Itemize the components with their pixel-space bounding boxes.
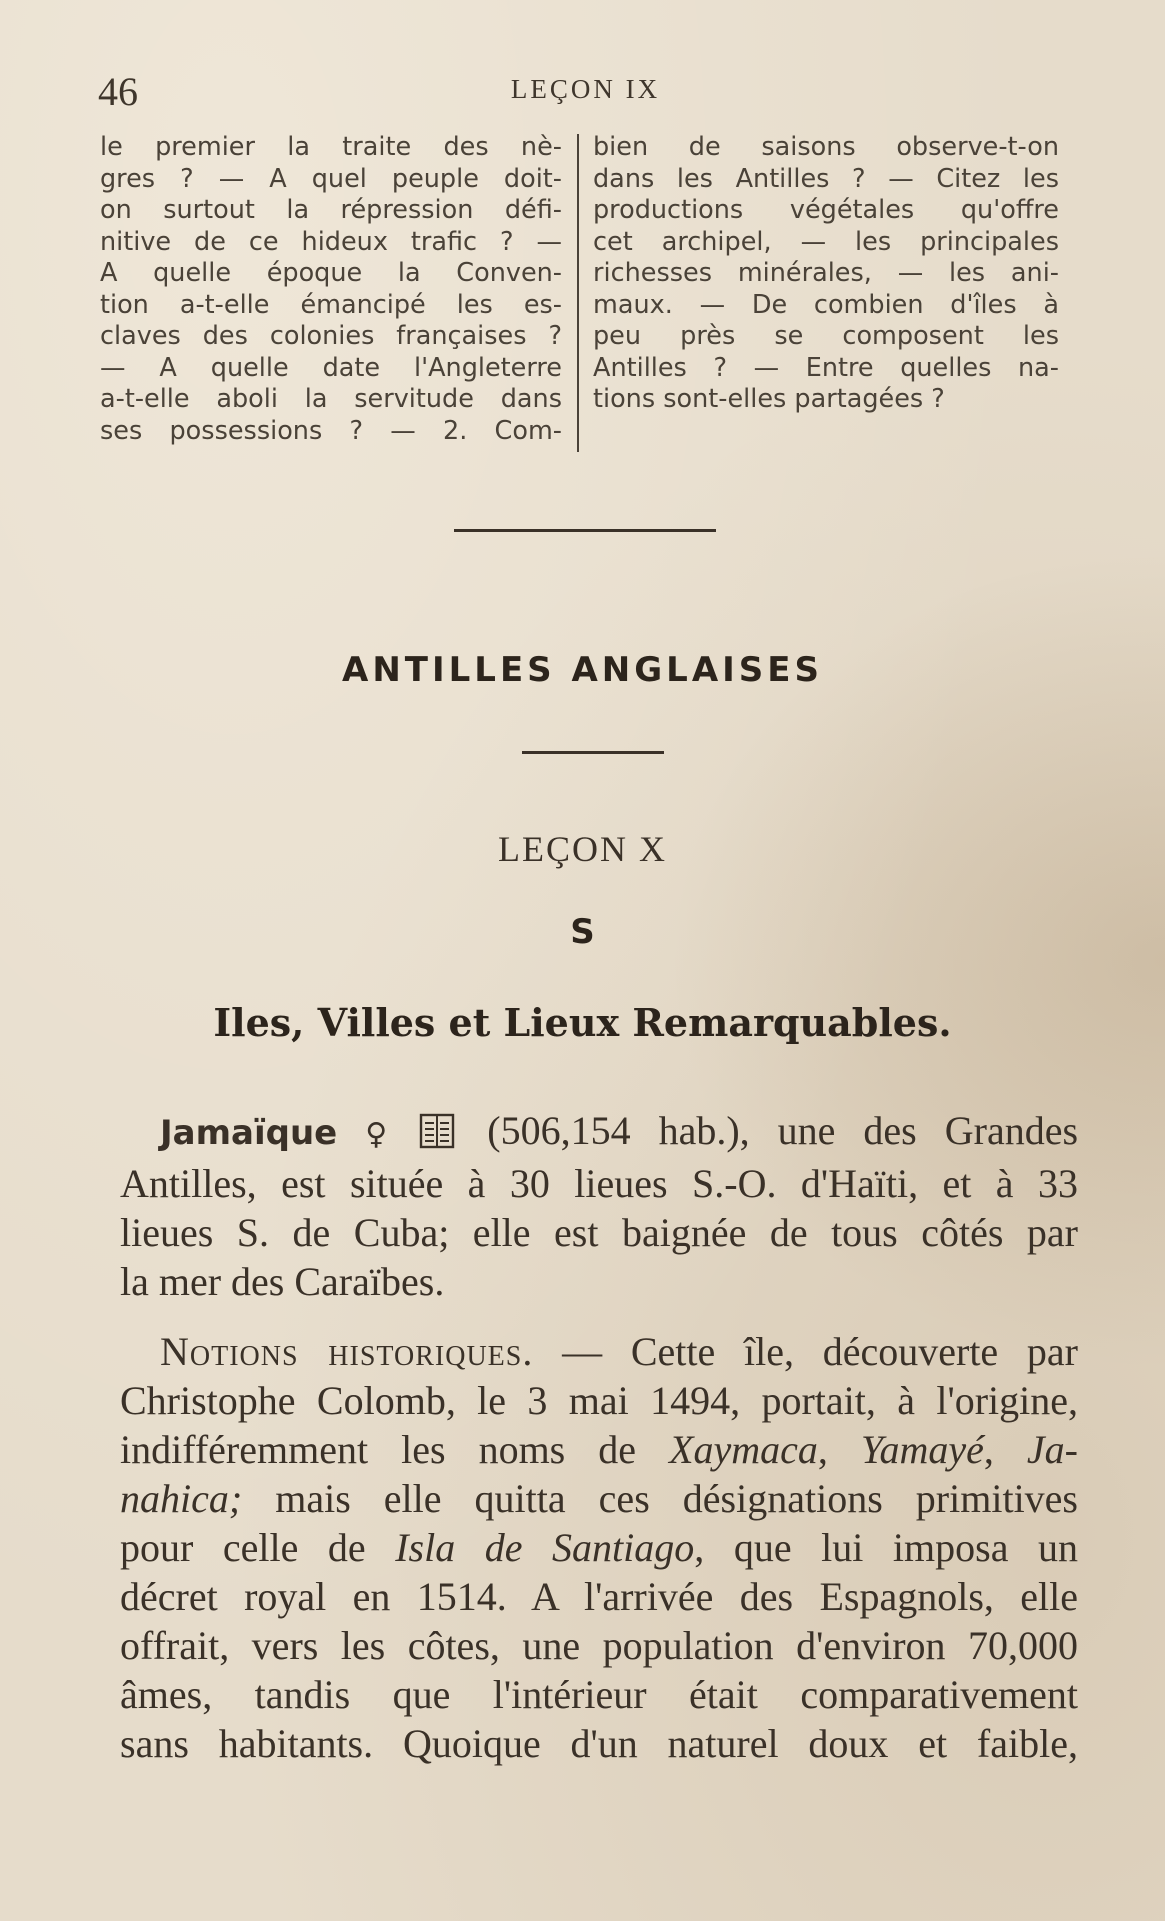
question-line: nitive de ce hideux trafic ? — bbox=[100, 226, 562, 257]
paragraph-text: pour celle de bbox=[120, 1525, 366, 1570]
paragraph-line: Antilles, est située à 30 lieues S.-O. d'Haïti, et à 33 bbox=[120, 1161, 1078, 1206]
paragraph-line bbox=[120, 1106, 1078, 1159]
historic-name: Yamayé bbox=[860, 1427, 984, 1472]
column-divider bbox=[577, 134, 579, 452]
question-line: tions sont-elles partagées ? bbox=[593, 384, 945, 414]
question-line: A quelle époque la Conven- bbox=[100, 258, 562, 288]
question-line: dans les Antilles ? — Citez les bbox=[593, 163, 1059, 194]
section-divider bbox=[454, 529, 716, 532]
paragraph-text: (506,154 hab.), une des Grandes bbox=[487, 1108, 1079, 1153]
historic-name: Isla de Santiago bbox=[395, 1525, 695, 1570]
paragraph-line: sans habitants. Quoique d'un naturel doux et faible, bbox=[120, 1721, 1078, 1766]
subject-title: Iles, Villes et Lieux Remarquables. bbox=[213, 1000, 952, 1045]
paragraph-text: , que lui imposa un bbox=[694, 1525, 1078, 1570]
female-symbol-icon: ♀ bbox=[365, 1117, 388, 1152]
question-line: — A quelle date l'Angleterre bbox=[100, 352, 562, 383]
lesson-mark: S bbox=[570, 912, 595, 952]
paragraph-text: indifféremment les noms de bbox=[120, 1427, 637, 1472]
history-label: Notions historiques. bbox=[160, 1329, 534, 1374]
paragraph-line: âmes, tandis que l'intérieur était comparativement bbox=[120, 1672, 1078, 1717]
running-head bbox=[98, 68, 1073, 116]
paragraph-line bbox=[120, 1327, 1078, 1376]
separator: , bbox=[817, 1427, 828, 1472]
running-title: LEÇON IX bbox=[510, 74, 661, 104]
paragraph-text: mais elle quitta ces désignations primitives bbox=[275, 1476, 1078, 1521]
paragraph-jamaica bbox=[120, 1106, 1078, 1306]
question-line: tion a-t-elle émancipé les es- bbox=[100, 289, 562, 320]
historic-name: Ja- bbox=[1026, 1427, 1078, 1472]
paragraph-text: — Cette île, découverte par bbox=[562, 1329, 1079, 1374]
paragraph-line: lieues S. de Cuba; elle est baignée de tous côtés par bbox=[120, 1210, 1078, 1255]
separator: , bbox=[983, 1427, 994, 1472]
paragraph-line bbox=[120, 1523, 1078, 1572]
section-heading: ANTILLES ANGLAISES bbox=[342, 650, 823, 690]
page-number: 46 bbox=[98, 69, 138, 114]
question-line: richesses minérales, — les ani- bbox=[593, 258, 1059, 288]
book-icon bbox=[419, 1111, 455, 1151]
paragraph-line bbox=[120, 1474, 1078, 1523]
question-line: productions végétales qu'offre bbox=[593, 195, 1059, 225]
paragraph-line: décret royal en 1514. A l'arrivée des Espagnols, elle bbox=[120, 1574, 1078, 1619]
heading-divider bbox=[522, 751, 664, 754]
question-line: bien de saisons observe-t-on bbox=[593, 132, 1059, 162]
question-line: ses possessions ? — 2. Com- bbox=[100, 415, 562, 446]
question-line: gres ? — A quel peuple doit- bbox=[100, 163, 562, 194]
question-line: a-t-elle aboli la servitude dans bbox=[100, 384, 562, 414]
question-line: Antilles ? — Entre quelles na- bbox=[593, 352, 1059, 383]
paragraph-line: offrait, vers les côtes, une population d'environ 70,000 bbox=[120, 1623, 1078, 1668]
paragraph-history bbox=[120, 1327, 1078, 1768]
questions-right-column bbox=[593, 132, 1059, 416]
question-line: on surtout la répression défi- bbox=[100, 195, 562, 225]
review-questions bbox=[100, 132, 1060, 454]
question-line: maux. — De combien d'îles à bbox=[593, 289, 1059, 320]
questions-left-column bbox=[100, 132, 562, 447]
paragraph-line: la mer des Caraïbes. bbox=[120, 1259, 445, 1304]
historic-name: nahica; bbox=[120, 1476, 243, 1521]
question-line: le premier la traite des nè- bbox=[100, 132, 562, 162]
question-line: claves des colonies françaises ? bbox=[100, 321, 562, 351]
lesson-title: LEÇON X bbox=[498, 829, 667, 869]
question-line: peu près se composent les bbox=[593, 321, 1059, 351]
historic-name: Xaymaca bbox=[669, 1427, 818, 1472]
paragraph-line: Christophe Colomb, le 3 mai 1494, portait, à l'origine, bbox=[120, 1378, 1078, 1423]
paragraph-line bbox=[120, 1425, 1078, 1474]
place-name: Jamaïque bbox=[160, 1113, 338, 1153]
question-line: cet archipel, — les principales bbox=[593, 226, 1059, 257]
